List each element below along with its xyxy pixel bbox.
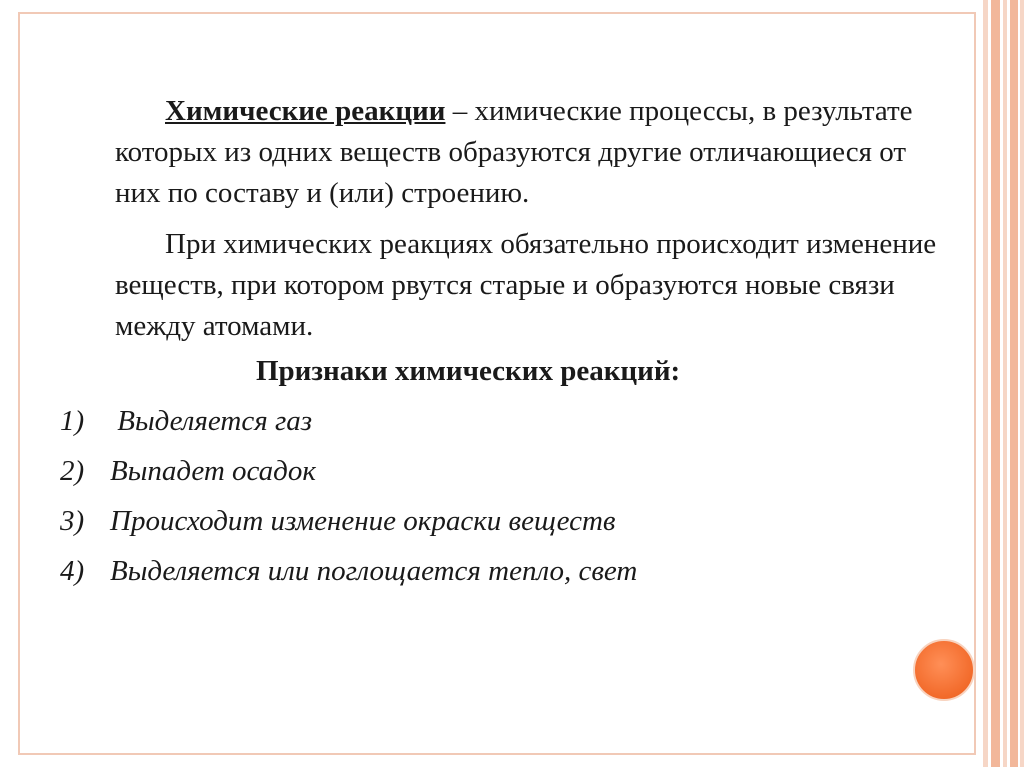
definition-dash: – [445,95,475,127]
stripe [991,0,1000,767]
stripe [1020,0,1024,767]
list-item-text: Выпадет осадок [110,455,316,487]
signs-heading: Признаки химических реакций: [256,355,681,387]
list-item-text: Выделяется или поглощается тепло, свет [110,555,638,587]
list-item-number: 1) [60,405,85,437]
list-item-number: 3) [60,505,85,537]
stripe [1003,0,1007,767]
list-item-text: Выделяется газ [110,405,313,437]
list-item [60,405,312,438]
decorative-stripes [983,0,1024,767]
list-item-text: Происходит изменение окраски веществ [110,505,616,537]
list-item-number: 2) [60,455,85,487]
list-item [60,455,316,488]
stripe [1010,0,1018,767]
list-item [60,505,616,538]
stripe [983,0,988,767]
definition-term: Химические реакции [165,95,446,127]
definition-text: химические процессы, в результате которых из одних веществ образуются другие отличающиеся от них по составу и (или) строению. [115,95,913,209]
list-item-number: 4) [60,555,85,587]
definition-paragraph [115,91,955,214]
list-item [60,555,637,588]
explanation-paragraph [115,224,955,347]
explanation-text: При химических реакциях обязательно происходит изменение веществ, при котором рвутся старые и образуются новые связи между атомами. [115,228,937,342]
orange-circle-decoration [913,639,975,701]
